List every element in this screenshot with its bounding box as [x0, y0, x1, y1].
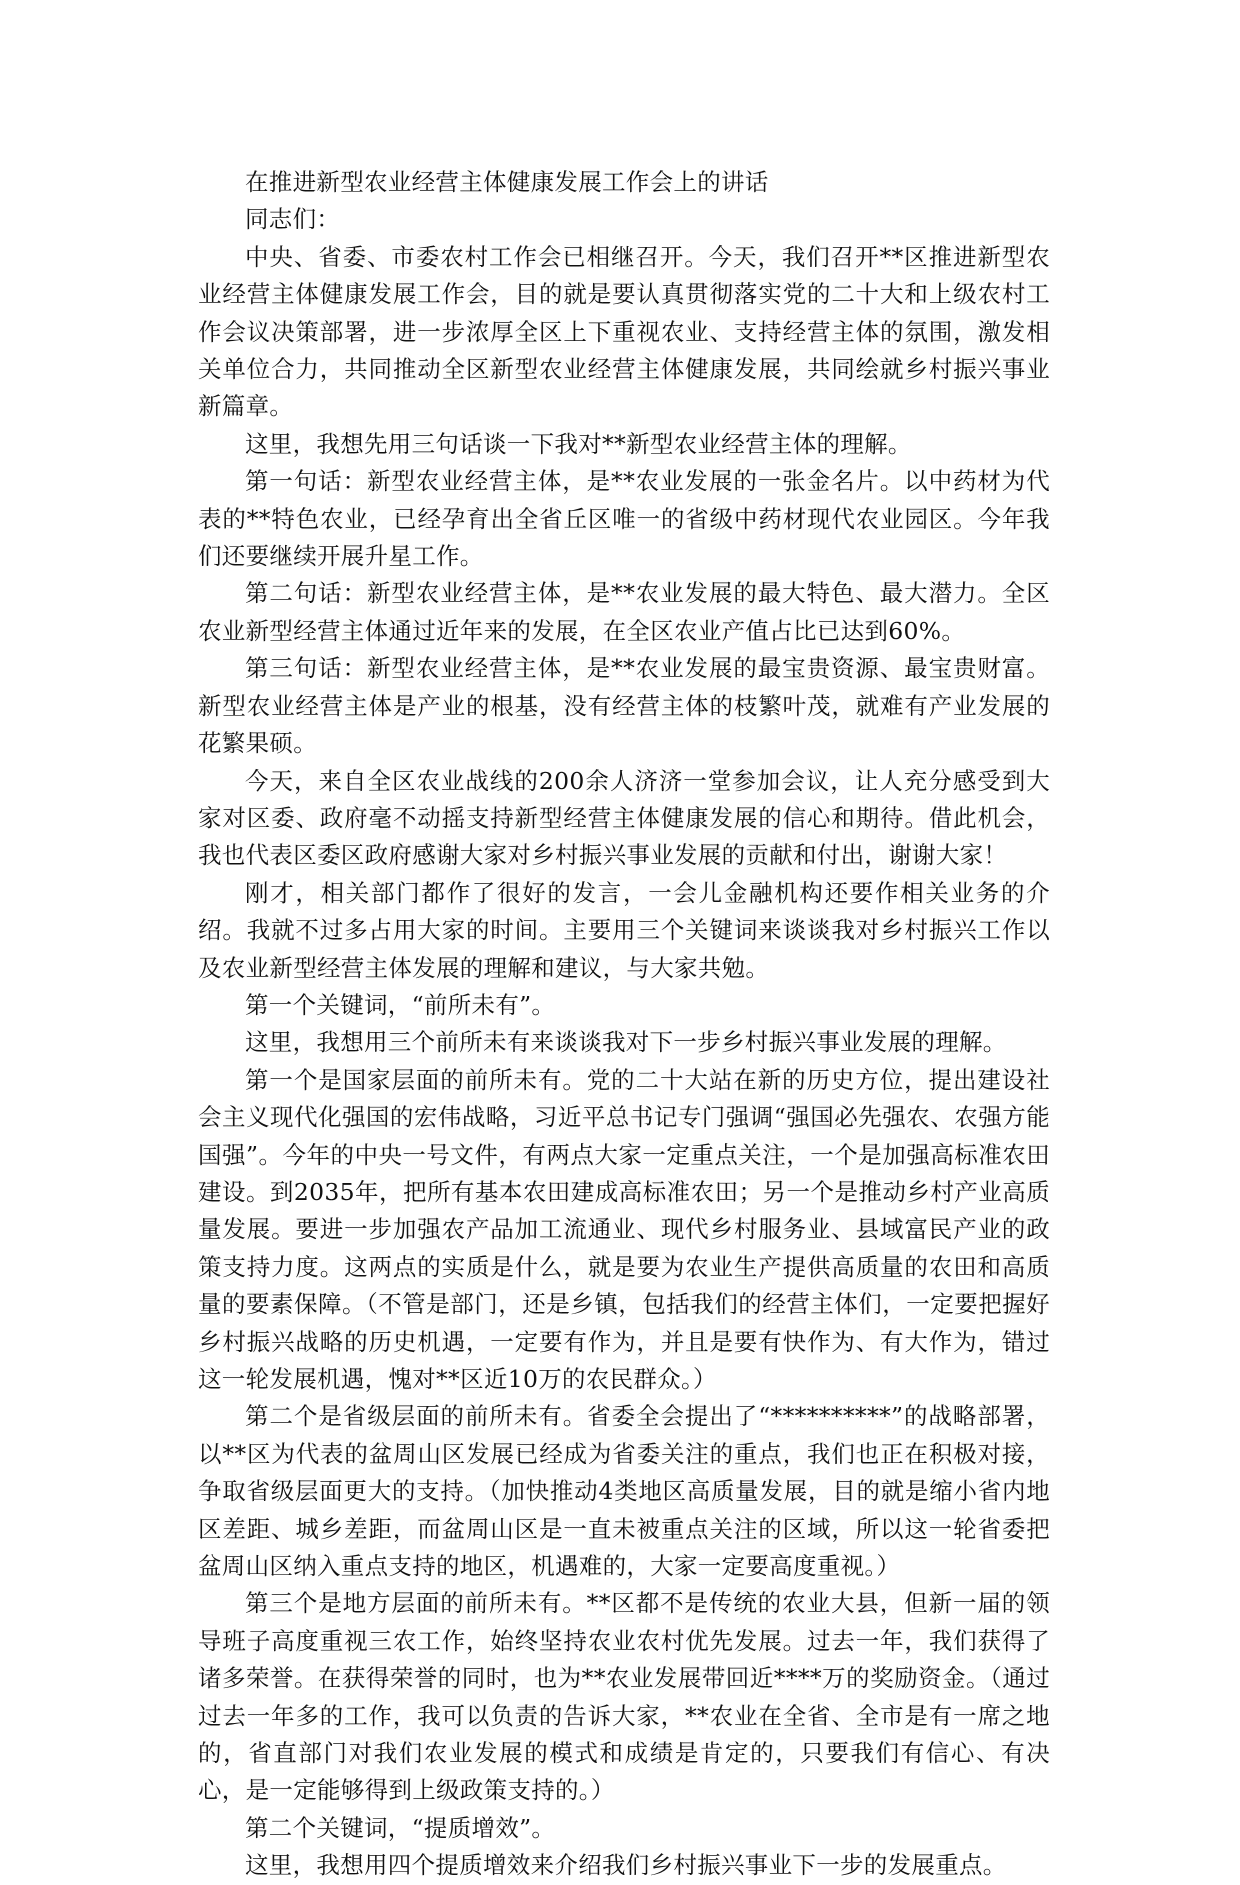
paragraph-14: 这里，我想用四个提质增效来介绍我们乡村振兴事业下一步的发展重点。 — [245, 1851, 1007, 1880]
document-body — [198, 164, 1050, 1885]
salutation: 同志们： — [245, 205, 341, 234]
document-title: 在推进新型农业经营主体健康发展工作会上的讲话 — [245, 168, 769, 196]
keyword-heading-2: 第二个关键词，“提质增效”。 — [245, 1813, 556, 1842]
paragraph-12: 第三个是地方层面的前所未有。**区都不是传统的农业大县，但新一届的领导班子高度重视三农工作，始终坚持农业农村优先发展。过去一年，我们获得了诸多荣誉。在获得荣誉的同时，也为**农业发展带回近****万的奖励资金。（通过过去一年多的工作，我可以负责的告诉大家，**农业在全省、全市是有一席之地的，省直部门对我们农业发展的模式和成绩是肯定的，只要我们有信心、有决心，是一定能够得到上级政策支持的。） — [198, 1589, 1050, 1805]
paragraph-11: 第二个是省级层面的前所未有。省委全会提出了“**********”的战略部署，以**区为代表的盆周山区发展已经成为省委关注的重点，我们也正在积极对接，争取省级层面更大的支持。（加快推动4类地区高质量发展，目的就是缩小省内地区差距、城乡差距，而盆周山区是一直未被重点关注的区域，所以这一轮省委把盆周山区纳入重点支持的地区，机遇难的，大家一定要高度重视。） — [198, 1402, 1050, 1581]
paragraph-3: 第一句话：新型农业经营主体，是**农业发展的一张金名片。以中药材为代表的**特色农业，已经孕育出全省丘区唯一的省级中药材现代农业园区。今年我们还要继续开展升星工作。 — [198, 467, 1050, 571]
paragraph-5: 第三句话：新型农业经营主体，是**农业发展的最宝贵资源、最宝贵财富。新型农业经营主体是产业的根基，没有经营主体的枝繁叶茂，就难有产业发展的花繁果硕。 — [198, 654, 1050, 758]
paragraph-9: 这里，我想用三个前所未有来谈谈我对下一步乡村振兴事业发展的理解。 — [245, 1028, 1007, 1057]
keyword-heading-1: 第一个关键词，“前所未有”。 — [245, 990, 556, 1019]
paragraph-2: 这里，我想先用三句话谈一下我对**新型农业经营主体的理解。 — [245, 429, 912, 458]
paragraph-4: 第二句话：新型农业经营主体，是**农业发展的最大特色、最大潜力。全区农业新型经营主体通过近年来的发展，在全区农业产值占比已达到60%。 — [198, 579, 1050, 645]
paragraph-10: 第一个是国家层面的前所未有。党的二十大站在新的历史方位，提出建设社会主义现代化强国的宏伟战略，习近平总书记专门强调“强国必先强农、农强方能国强”。今年的中央一号文件，有两点大家一定重点关注，一个是加强高标准农田建设。到2035年，把所有基本农田建成高标准农田；另一个是推动乡村产业高质量发展。要进一步加强农产品加工流通业、现代乡村服务业、县域富民产业的政策支持力度。这两点的实质是什么，就是要为农业生产提供高质量的农田和高质量的要素保障。（不管是部门，还是乡镇，包括我们的经营主体们，一定要把握好乡村振兴战略的历史机遇，一定要有作为，并且是要有快作为、有大作为，错过这一轮发展机遇，愧对**区近10万的农民群众。） — [198, 1065, 1050, 1393]
paragraph-1: 中央、省委、市委农村工作会已相继召开。今天，我们召开**区推进新型农业经营主体健康发展工作会，目的就是要认真贯彻落实党的二十大和上级农村工作会议决策部署，进一步浓厚全区上下重视农业、支持经营主体的氛围，激发相关单位合力，共同推动全区新型农业经营主体健康发展，共同绘就乡村振兴事业新篇章。 — [198, 242, 1050, 421]
paragraph-7: 刚才，相关部门都作了很好的发言，一会儿金融机构还要作相关业务的介绍。我就不过多占用大家的时间。主要用三个关键词来谈谈我对乡村振兴工作以及农业新型经营主体发展的理解和建议，与大家共勉。 — [198, 878, 1050, 982]
paragraph-6: 今天，来自全区农业战线的200余人济济一堂参加会议，让人充分感受到大家对区委、政府毫不动摇支持新型经营主体健康发展的信心和期待。借此机会，我也代表区委区政府感谢大家对乡村振兴事业发展的贡献和付出，谢谢大家！ — [198, 766, 1050, 870]
